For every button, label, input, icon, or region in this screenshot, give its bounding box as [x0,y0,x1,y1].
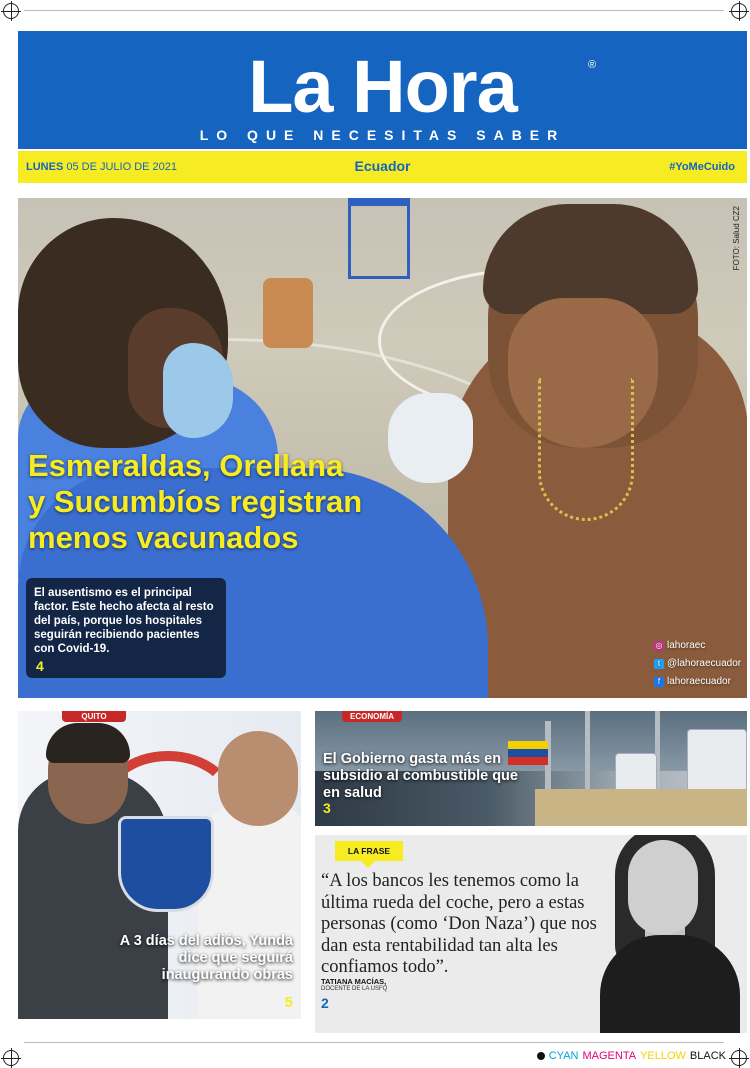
photo-credit: FOTO: Salud CZ2 [732,206,741,271]
social-handle: @lahoraecuador [667,658,742,669]
face-mask [163,343,233,438]
quito-headline[interactable]: A 3 días del adiós, Yunda dice que seguirá inaugurando obras [119,933,293,983]
blue-chair [348,198,410,279]
speaker-face [628,840,698,935]
headline-line: menos vacunados [28,520,299,555]
date-bar [18,151,747,183]
quote-label: LA FRASE [335,841,403,861]
trim-line-bottom [24,1042,724,1043]
main-headline[interactable] [28,448,448,556]
pennant [118,816,214,912]
hashtag: #YoMeCuido [669,161,735,173]
trim-line-top [24,10,724,11]
social-handle: lahoraec [667,640,706,651]
quito-story[interactable] [18,711,301,1019]
registration-mark-top-right [731,3,747,19]
main-story-photo[interactable] [18,198,747,698]
quote-text: “A los bancos les tenemos como la última rueda del coche, pero a estas personas (como ‘Don Naza’) que nos dan esta rentabilidad tan alta les confiamos todo”. [321,871,597,977]
quote-box[interactable] [315,835,747,1033]
quote-author: TATIANA MACÍAS, [321,977,387,986]
man-hair [46,723,130,763]
wooden-chair [263,278,313,348]
section-label: Ecuador [354,158,411,174]
newspaper-logo: La Hora [248,45,517,128]
summary-text: El ausentismo es el principal factor. Este hecho afecta al resto del país, porque los hospitales seguirán recibiendo pacientes con Covid-19. [34,587,214,655]
refinery-tank [687,729,747,795]
page-number: 4 [36,658,44,674]
masthead [18,31,747,149]
facebook-icon: f [654,677,664,687]
headline-line: Esmeraldas, Orellana [28,448,344,483]
economia-story[interactable] [315,711,747,826]
registration-mark-top-left [3,3,19,19]
speaker-body [600,935,740,1033]
section-tag: QUITO [62,711,126,722]
instagram-icon: ◎ [655,640,663,650]
date: 05 DE JULIO DE 2021 [66,161,178,173]
section-tag: ECONOMÍA [342,711,402,722]
twitter-icon: t [654,659,664,669]
economia-headline[interactable]: El Gobierno gasta más en subsidio al combustible que en salud [323,751,518,801]
page-number: 2 [321,995,329,1011]
bead-necklace [538,378,634,521]
refinery-structure [535,789,747,826]
registered-mark: ® [588,59,597,71]
quote-author-role: DOCENTE DE LA USFQ [321,986,388,992]
page-number: 5 [284,994,293,1011]
tagline: LO QUE NECESITAS SABER [199,127,566,143]
black-label: BLACK [689,1050,726,1062]
weekday: LUNES [26,161,64,173]
cyan-label: CYAN [548,1050,579,1062]
registration-mark-bottom-left [3,1050,19,1066]
page-number: 3 [323,800,331,816]
summary-box [26,578,226,678]
man-head [218,731,298,826]
print-color-bar [537,1050,726,1062]
registration-mark-bottom-right [731,1050,747,1066]
black-dot-icon [537,1052,545,1060]
social-twitter[interactable] [654,658,741,669]
social-facebook[interactable] [654,676,731,687]
yellow-label: YELLOW [640,1050,686,1062]
headline-line: y Sucumbíos registran [28,484,363,519]
magenta-label: MAGENTA [582,1050,637,1062]
social-instagram[interactable] [654,640,705,651]
social-handle: lahoraecuador [667,676,731,687]
